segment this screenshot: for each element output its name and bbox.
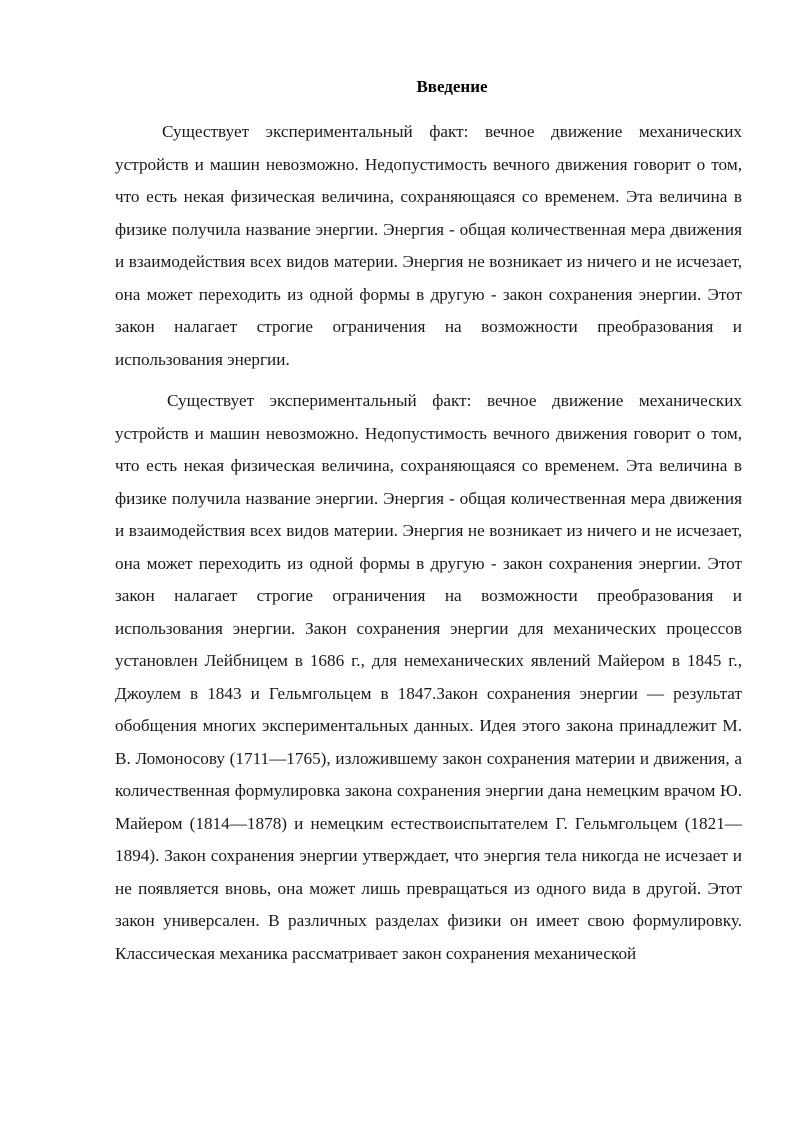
paragraph-1: Существует экспериментальный факт: вечное движение механических устройств и машин невозможно. Недопустимость вечного движения говорит о том, что есть некая физическая величина, сохраняющаяся со временем. Эта величина в физике получила название энергии. Энергия - общая количественная мера движения и взаимодействия всех видов материи. Энергия не возникает из ничего и не исчезает, она может переходить из одной формы в другую - закон сохранения энергии. Этот закон налагает строгие ограничения на возможности преобразования и использования энергии.: [115, 122, 742, 369]
paragraph-2: Существует экспериментальный факт: вечное движение механических устройств и машин невозможно. Недопустимость вечного движения говорит о том, что есть некая физическая величина, сохраняющаяся со временем. Эта величина в физике получила название энергии. Энергия - общая количественная мера движения и взаимодействия всех видов материи. Энергия не возникает из ничего и не исчезает, она может переходить из одной формы в другую - закон сохранения энергии. Этот закон налагает строгие ограничения на возможности преобразования и использования энергии. Закон сохранения энергии для механических процессов установлен Лейбницем в 1686 г., для немеханических явлений Майером в 1845 г., Джоулем в 1843 и Гельмгольцем в 1847.Закон сохранения энергии — результат обобщения многих экспериментальных данных. Идея этого закона принадлежит М. В. Ломоносову (1711—1765), изложившему закон сохранения материи и движения, а количественная формулировка закона сохранения энергии дана немецким врачом Ю. Майером (1814—1878) и немецким естествоиспытателем Г. Гельмгольцем (1821—1894). Закон сохранения энергии утверждает, что энергия тела никогда не исчезает и не появляется вновь, она может лишь превращаться из одного вида в другой. Этот закон универсален. В различных разделах физики он имеет свою формулировку. Классическая механика рассматривает закон сохранения механической: [115, 391, 742, 963]
page-title: Введение: [416, 77, 488, 96]
